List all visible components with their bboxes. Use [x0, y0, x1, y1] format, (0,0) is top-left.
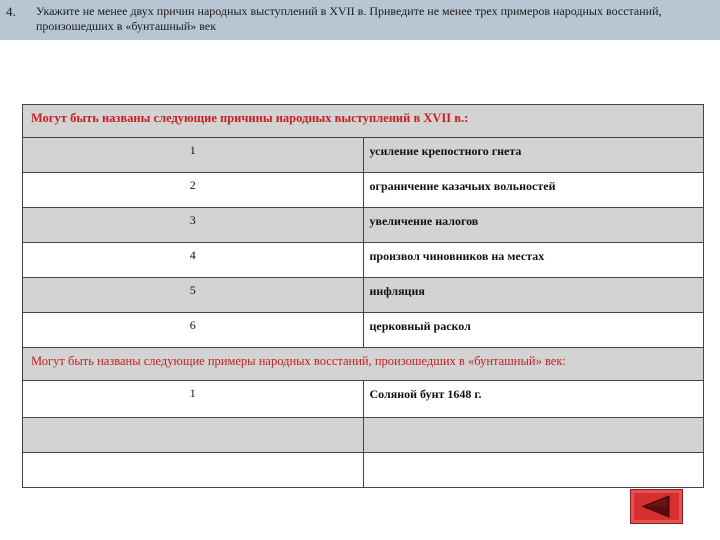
row-text: увеличение налогов — [363, 208, 704, 243]
table-row — [23, 278, 704, 313]
table-row — [23, 208, 704, 243]
row-text: ограничение казачьих вольностей — [363, 173, 704, 208]
causes-heading-row — [23, 105, 704, 138]
uprisings-heading-row — [23, 348, 704, 381]
row-text: произвол чиновников на местах — [363, 243, 704, 278]
table-row — [23, 313, 704, 348]
row-text: усиление крепостного гнета — [363, 138, 704, 173]
table-row — [23, 243, 704, 278]
table-row — [23, 453, 704, 488]
question-header — [0, 0, 720, 40]
question-text: Укажите не менее двух причин народных выступлений в XVII в. Приведите не менее трех примеров народных восстаний, произошедших в «бунташный» век — [36, 4, 662, 33]
row-number — [23, 418, 364, 453]
row-number: 6 — [23, 313, 364, 348]
table-row — [23, 418, 704, 453]
table-row — [23, 173, 704, 208]
row-number: 1 — [23, 381, 364, 418]
causes-heading: Могут быть названы следующие причины народных выступлений в XVII в.: — [23, 105, 704, 138]
row-number — [23, 453, 364, 488]
row-number: 1 — [23, 138, 364, 173]
row-text — [363, 453, 704, 488]
row-number: 4 — [23, 243, 364, 278]
answer-table — [22, 104, 704, 488]
back-button[interactable] — [630, 489, 683, 524]
row-text: церковный раскол — [363, 313, 704, 348]
row-text — [363, 418, 704, 453]
table-row — [23, 381, 704, 418]
row-number: 3 — [23, 208, 364, 243]
uprisings-heading: Могут быть названы следующие примеры народных восстаний, произошедших в «бунташный» век: — [23, 348, 704, 381]
row-text: инфляция — [363, 278, 704, 313]
row-number: 2 — [23, 173, 364, 208]
row-number: 5 — [23, 278, 364, 313]
table-row — [23, 138, 704, 173]
row-text: Соляной бунт 1648 г. — [363, 381, 704, 418]
question-number: 4. — [6, 4, 16, 19]
triangle-left-icon — [631, 490, 682, 523]
